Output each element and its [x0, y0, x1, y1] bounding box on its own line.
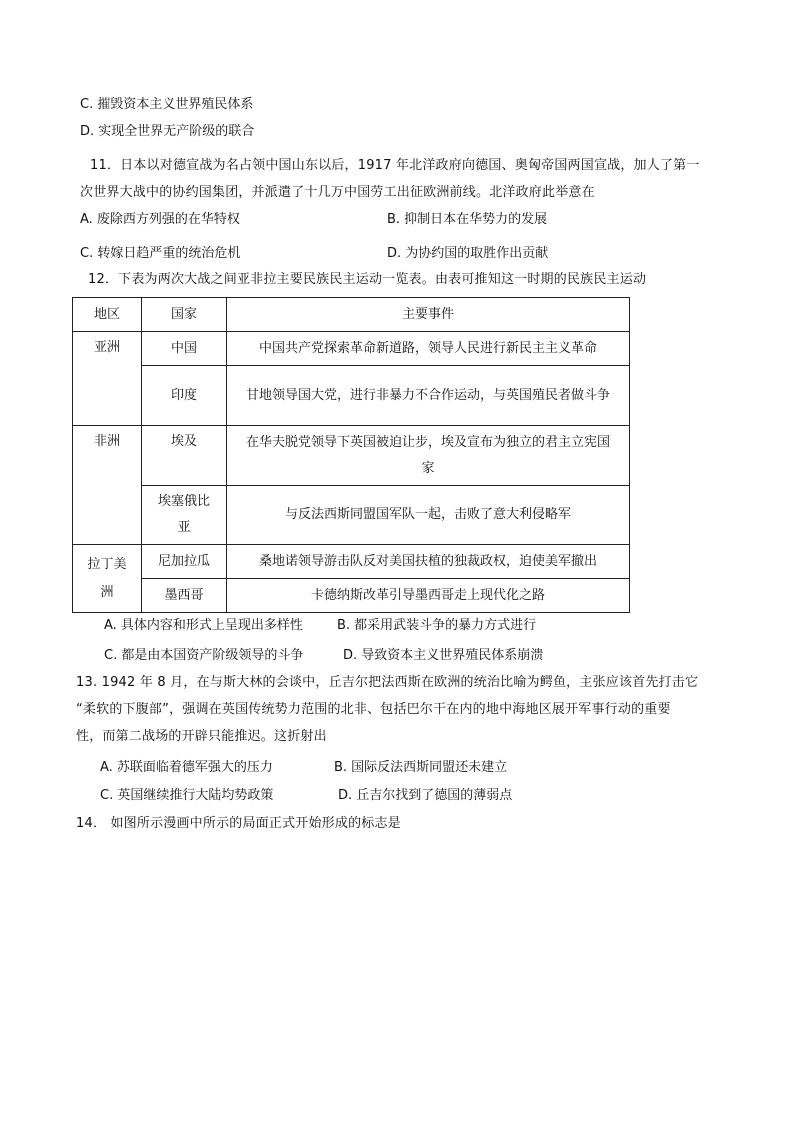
- country-cell: 埃及: [142, 426, 227, 486]
- region-line: 洲: [100, 584, 114, 600]
- q11-option-c: C. 转嫁日趋严重的统治危机: [80, 246, 241, 261]
- region-asia: 亚洲: [73, 332, 142, 426]
- q13-stem-line2: “柔软的下腹部”，强调在英国传统势力范围的北非、包括巴尔干在内的地中海地区展开军事行动的重要: [76, 702, 671, 717]
- header-region: 地区: [73, 298, 142, 332]
- table-row: [73, 545, 630, 579]
- region-latin-america: [73, 545, 142, 613]
- q11-option-d: D. 为协约国的取胜作出贡献: [387, 246, 549, 261]
- q13-stem-line3: 性，而第二战场的开辟只能推迟。这折射出: [76, 729, 327, 744]
- q13-option-b: B. 国际反法西斯同盟还未建立: [334, 760, 508, 775]
- q11-stem-line2: 次世界大战中的协约国集团，并派遣了十几万中国劳工出征欧洲前线。北洋政府此举意在: [80, 185, 595, 200]
- q13-option-c: C. 英国继续推行大陆均势政策: [100, 788, 274, 803]
- table-header-row: [73, 298, 630, 332]
- country-cell: 墨西哥: [142, 579, 227, 613]
- header-country: 国家: [142, 298, 227, 332]
- table-row: [73, 579, 630, 613]
- prev-option-c: C. 摧毁资本主义世界殖民体系: [80, 97, 254, 112]
- country-cell: 尼加拉瓜: [142, 545, 227, 579]
- region-line: 拉丁美: [87, 556, 127, 572]
- q12-option-b: B. 都采用武装斗争的暴力方式进行: [337, 618, 537, 633]
- q11-option-a: A. 废除西方列强的在华特权: [80, 212, 240, 227]
- event-cell: [227, 426, 630, 486]
- q14-stem: 14． 如图所示漫画中所示的局面正式开始形成的标志是: [76, 816, 401, 831]
- event-cell: 桑地诺领导游击队反对美国扶植的独裁政权，迫使美军撤出: [227, 545, 630, 579]
- table-row: [73, 426, 630, 486]
- country-cell: [142, 486, 227, 545]
- country-line: 埃塞俄比: [157, 494, 210, 509]
- movements-table: [72, 297, 630, 613]
- q12-stem: 12．下表为两次大战之间亚非拉主要民族民主运动一览表。由表可推知这一时期的民族民主运动: [88, 272, 647, 287]
- q13-stem-line1: 13. 1942 年 8 月，在与斯大林的会谈中，丘吉尔把法西斯在欧洲的统治比喻为鳄鱼，主张应该首先打击它: [76, 675, 699, 690]
- header-event: 主要事件: [227, 298, 630, 332]
- event-cell: 中国共产党探索革命新道路，领导人民进行新民主主义革命: [227, 332, 630, 366]
- event-line: 家: [421, 460, 435, 476]
- country-cell: 印度: [142, 366, 227, 426]
- q11-option-b: B. 抑制日本在华势力的发展: [387, 212, 548, 227]
- prev-option-d: D. 实现全世界无产阶级的联合: [80, 124, 255, 139]
- q12-option-d: D. 导致资本主义世界殖民体系崩溃: [343, 648, 544, 663]
- country-cell: 中国: [142, 332, 227, 366]
- q13-option-a: A. 苏联面临着德军强大的压力: [100, 760, 273, 775]
- event-line: 在华夫脱党领导下英国被迫让步，埃及宣布为独立的君主立宪国: [245, 434, 610, 450]
- q12-option-a: A. 具体内容和形式上呈现出多样性: [104, 618, 303, 633]
- q13-option-d: D. 丘吉尔找到了德国的薄弱点: [338, 788, 513, 803]
- table-row: [73, 486, 630, 545]
- event-cell: 甘地领导国大党，进行非暴力不合作运动，与英国殖民者做斗争: [227, 366, 630, 426]
- q11-stem-line1: 11．日本以对德宣战为名占领中国山东以后，1917 年北洋政府向德国、奥匈帝国两国宣战，加人了第一: [90, 158, 700, 173]
- country-line: 亚: [177, 520, 191, 535]
- q12-option-c: C. 都是由本国资产阶级领导的斗争: [104, 648, 304, 663]
- table-row: [73, 366, 630, 426]
- table-row: [73, 332, 630, 366]
- event-cell: 与反法西斯同盟国军队一起，击败了意大利侵略军: [227, 486, 630, 545]
- event-cell: 卡德纳斯改革引导墨西哥走上现代化之路: [227, 579, 630, 613]
- region-africa: 非洲: [73, 426, 142, 545]
